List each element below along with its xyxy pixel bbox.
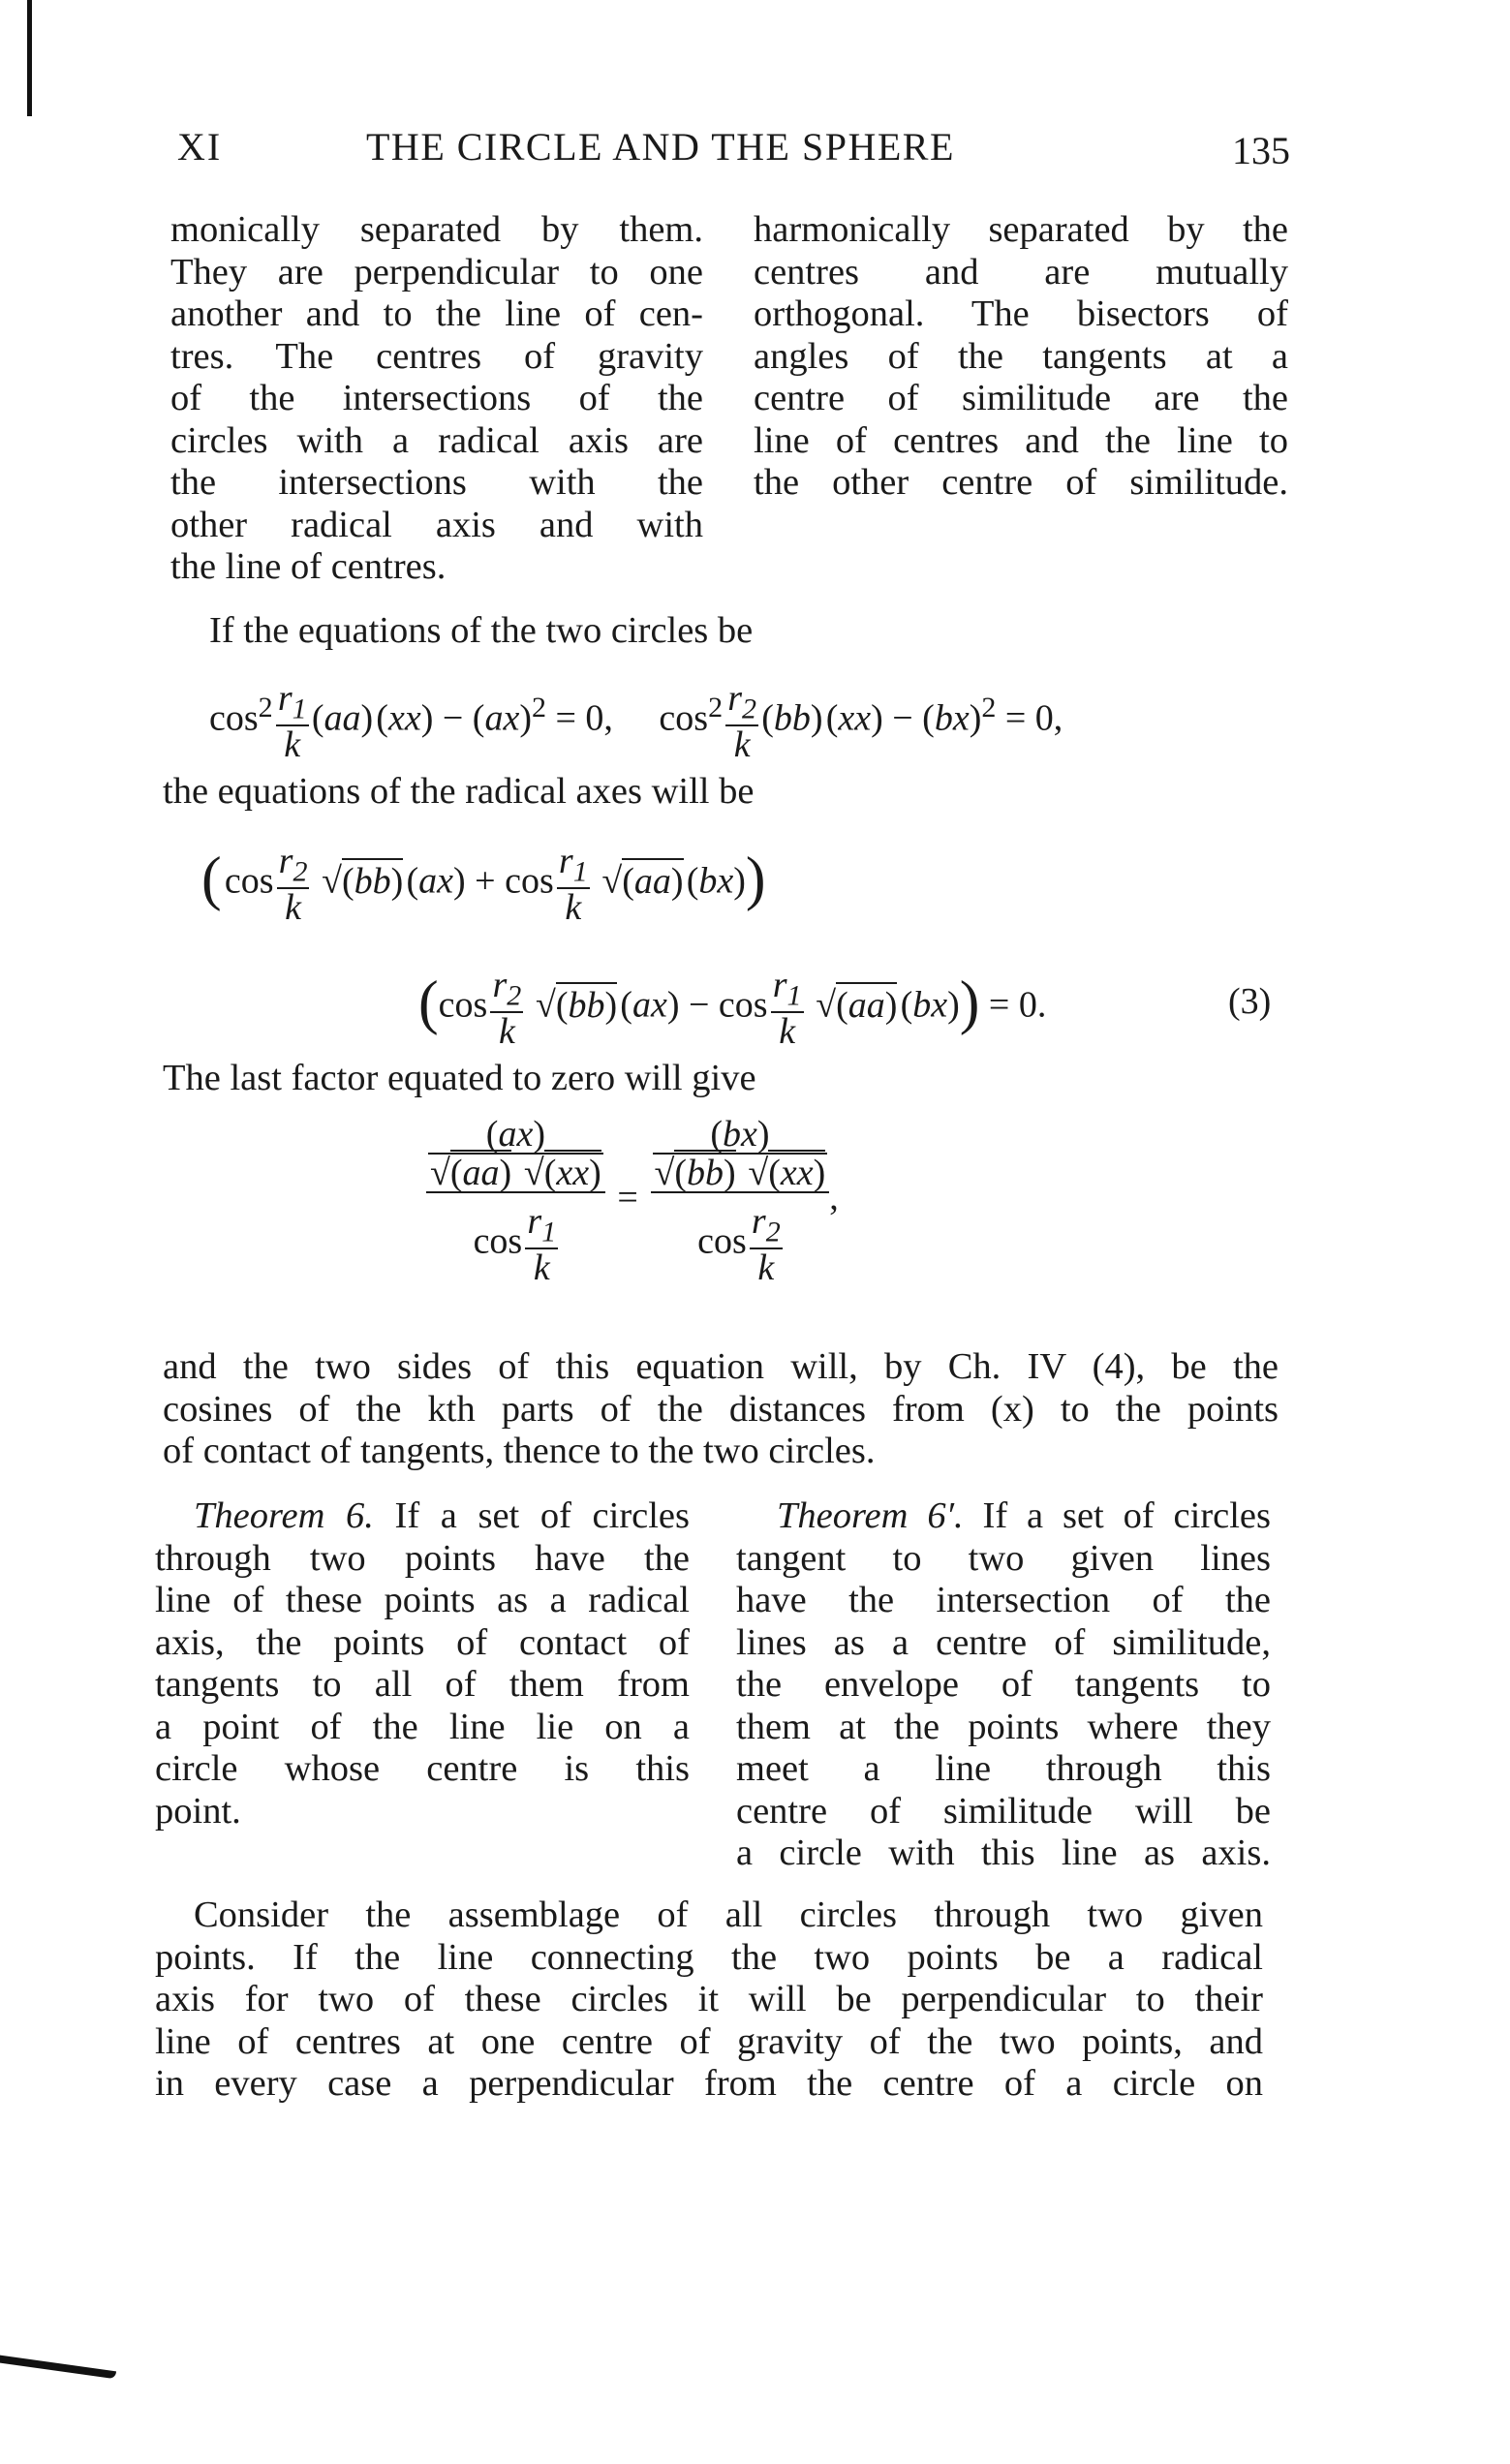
text-line: them at the points where they	[736, 1706, 1271, 1747]
text-line: a point of the line lie on a	[155, 1706, 690, 1747]
text-line: cosines of the kth parts of the distances from (x) to the points	[163, 1388, 1279, 1430]
text-line: They are perpendicular to one	[170, 251, 703, 293]
scan-edge-mark-bottom	[0, 2356, 116, 2380]
text-line: axis, the points of contact of	[155, 1621, 690, 1663]
radical-axes-equation-line-1: ( cos $\frac{r_2}{k}$ √(bb) (ax) + cos $\frac{r_1}{k}$ √(aa) (bx))	[201, 841, 766, 928]
radical-axes-intro: the equations of the radical axes will be	[163, 771, 755, 812]
text-line: circles with a radical axis are	[170, 419, 703, 461]
cosines-paragraph	[163, 1346, 1279, 1473]
last-factor-intro: The last factor equated to zero will give	[163, 1058, 756, 1098]
text-line: line of centres and the line to	[754, 419, 1288, 461]
text-line: through two points have the	[155, 1537, 690, 1579]
equation-number: (3)	[1228, 981, 1272, 1022]
text-line: lines as a centre of similitude,	[736, 1621, 1271, 1663]
text-line: a circle with this line as axis.	[736, 1833, 1271, 1873]
text-line: of contact of tangents, thence to the two circles.	[163, 1431, 876, 1471]
text-line: line of these points as a radical	[155, 1580, 690, 1620]
text-line: line of centres at one centre of gravity of the two points, and	[155, 2020, 1263, 2062]
right-column-text	[754, 209, 1288, 505]
text-line: axis for two of these circles it will be perpendicular to their	[155, 1979, 1263, 2019]
ratio-equation: $\frac{(ax)}{√(aa) √(xx)}$ cos $\frac{r_1}{k}$ = $\frac{(bx)}{√(bb) √(xx)}$ cos $\frac{r_2}{k}$ ,	[426, 1116, 839, 1286]
consider-paragraph	[155, 1894, 1263, 2106]
page-header	[0, 124, 1510, 182]
text-line: of the intersections of the	[170, 378, 703, 418]
text-line: centre of similitude will be	[736, 1790, 1271, 1832]
section-number: XI	[177, 125, 223, 169]
theorem-6	[155, 1495, 690, 1833]
radical-axes-equation-line-2: (cos $\frac{r_2}{k}$ √(bb) (ax) − cos $\frac{r_1}{k}$ √(aa) (bx)) = 0.	[418, 965, 1047, 1052]
text-line: tangents to all of them from	[155, 1664, 690, 1705]
text-line: Theorem 6′. If a set of circles	[777, 1495, 1272, 1536]
text-line: centres and are mutually	[754, 251, 1288, 293]
text-line: another and to the line of cen-	[170, 293, 703, 334]
text-line: points. If the line connecting the two points be a radical	[155, 1936, 1263, 1978]
theorem-label: Theorem 6′.	[777, 1495, 964, 1536]
text-line: Consider the assemblage of all circles through two given	[194, 1894, 1263, 1935]
theorem-label: Theorem 6.	[194, 1495, 374, 1536]
running-title: THE CIRCLE AND THE SPHERE	[366, 125, 955, 169]
scan-edge-mark-top	[27, 0, 32, 116]
text-line: tres. The centres of gravity	[170, 335, 703, 377]
theorem-6-prime	[736, 1495, 1271, 1875]
text-line: meet a line through this	[736, 1748, 1271, 1789]
text-line: centre of similitude are the	[754, 378, 1288, 418]
text-line: the intersections with the	[170, 462, 703, 503]
equations-intro: If the equations of the two circles be	[209, 610, 754, 651]
page-number: 135	[1232, 129, 1290, 172]
text-line: point.	[155, 1790, 241, 1832]
text-line: circle whose centre is this	[155, 1748, 690, 1789]
text-line: and the two sides of this equation will, by Ch. IV (4), be the	[163, 1346, 1279, 1387]
ratio-left-side: $\frac{(ax)}{√(aa) √(xx)}$ cos $\frac{r_1}{k}$	[426, 1116, 605, 1286]
text-line: in every case a perpendicular from the centre of a circle on	[155, 2063, 1263, 2104]
ratio-right-side: $\frac{(bx)}{√(bb) √(xx)}$ cos $\frac{r_2}{k}$	[651, 1116, 830, 1286]
text-line: the envelope of tangents to	[736, 1664, 1271, 1705]
left-column-text	[170, 209, 703, 589]
circle-equations: $\cos^2$ $\frac{r_1}{k}$ (aa) (xx) − (ax)$^2$ = 0, $\cos^2$ $\frac{r_2}{k}$ (bb) (xx) − (bx)$^2$ = 0,	[209, 678, 1063, 765]
text-line: have the intersection of the	[736, 1580, 1271, 1620]
text-line: tangent to two given lines	[736, 1537, 1271, 1579]
text-line: orthogonal. The bisectors of	[754, 293, 1288, 334]
text-line: the other centre of similitude.	[754, 462, 1288, 503]
text-line: monically separated by them.	[170, 209, 703, 250]
text-line: Theorem 6. If a set of circles	[194, 1495, 691, 1536]
text-line: harmonically separated by the	[754, 209, 1288, 250]
text-line: other radical axis and with	[170, 504, 703, 545]
text-line: angles of the tangents at a	[754, 335, 1288, 377]
text-line: the line of centres.	[170, 546, 447, 587]
